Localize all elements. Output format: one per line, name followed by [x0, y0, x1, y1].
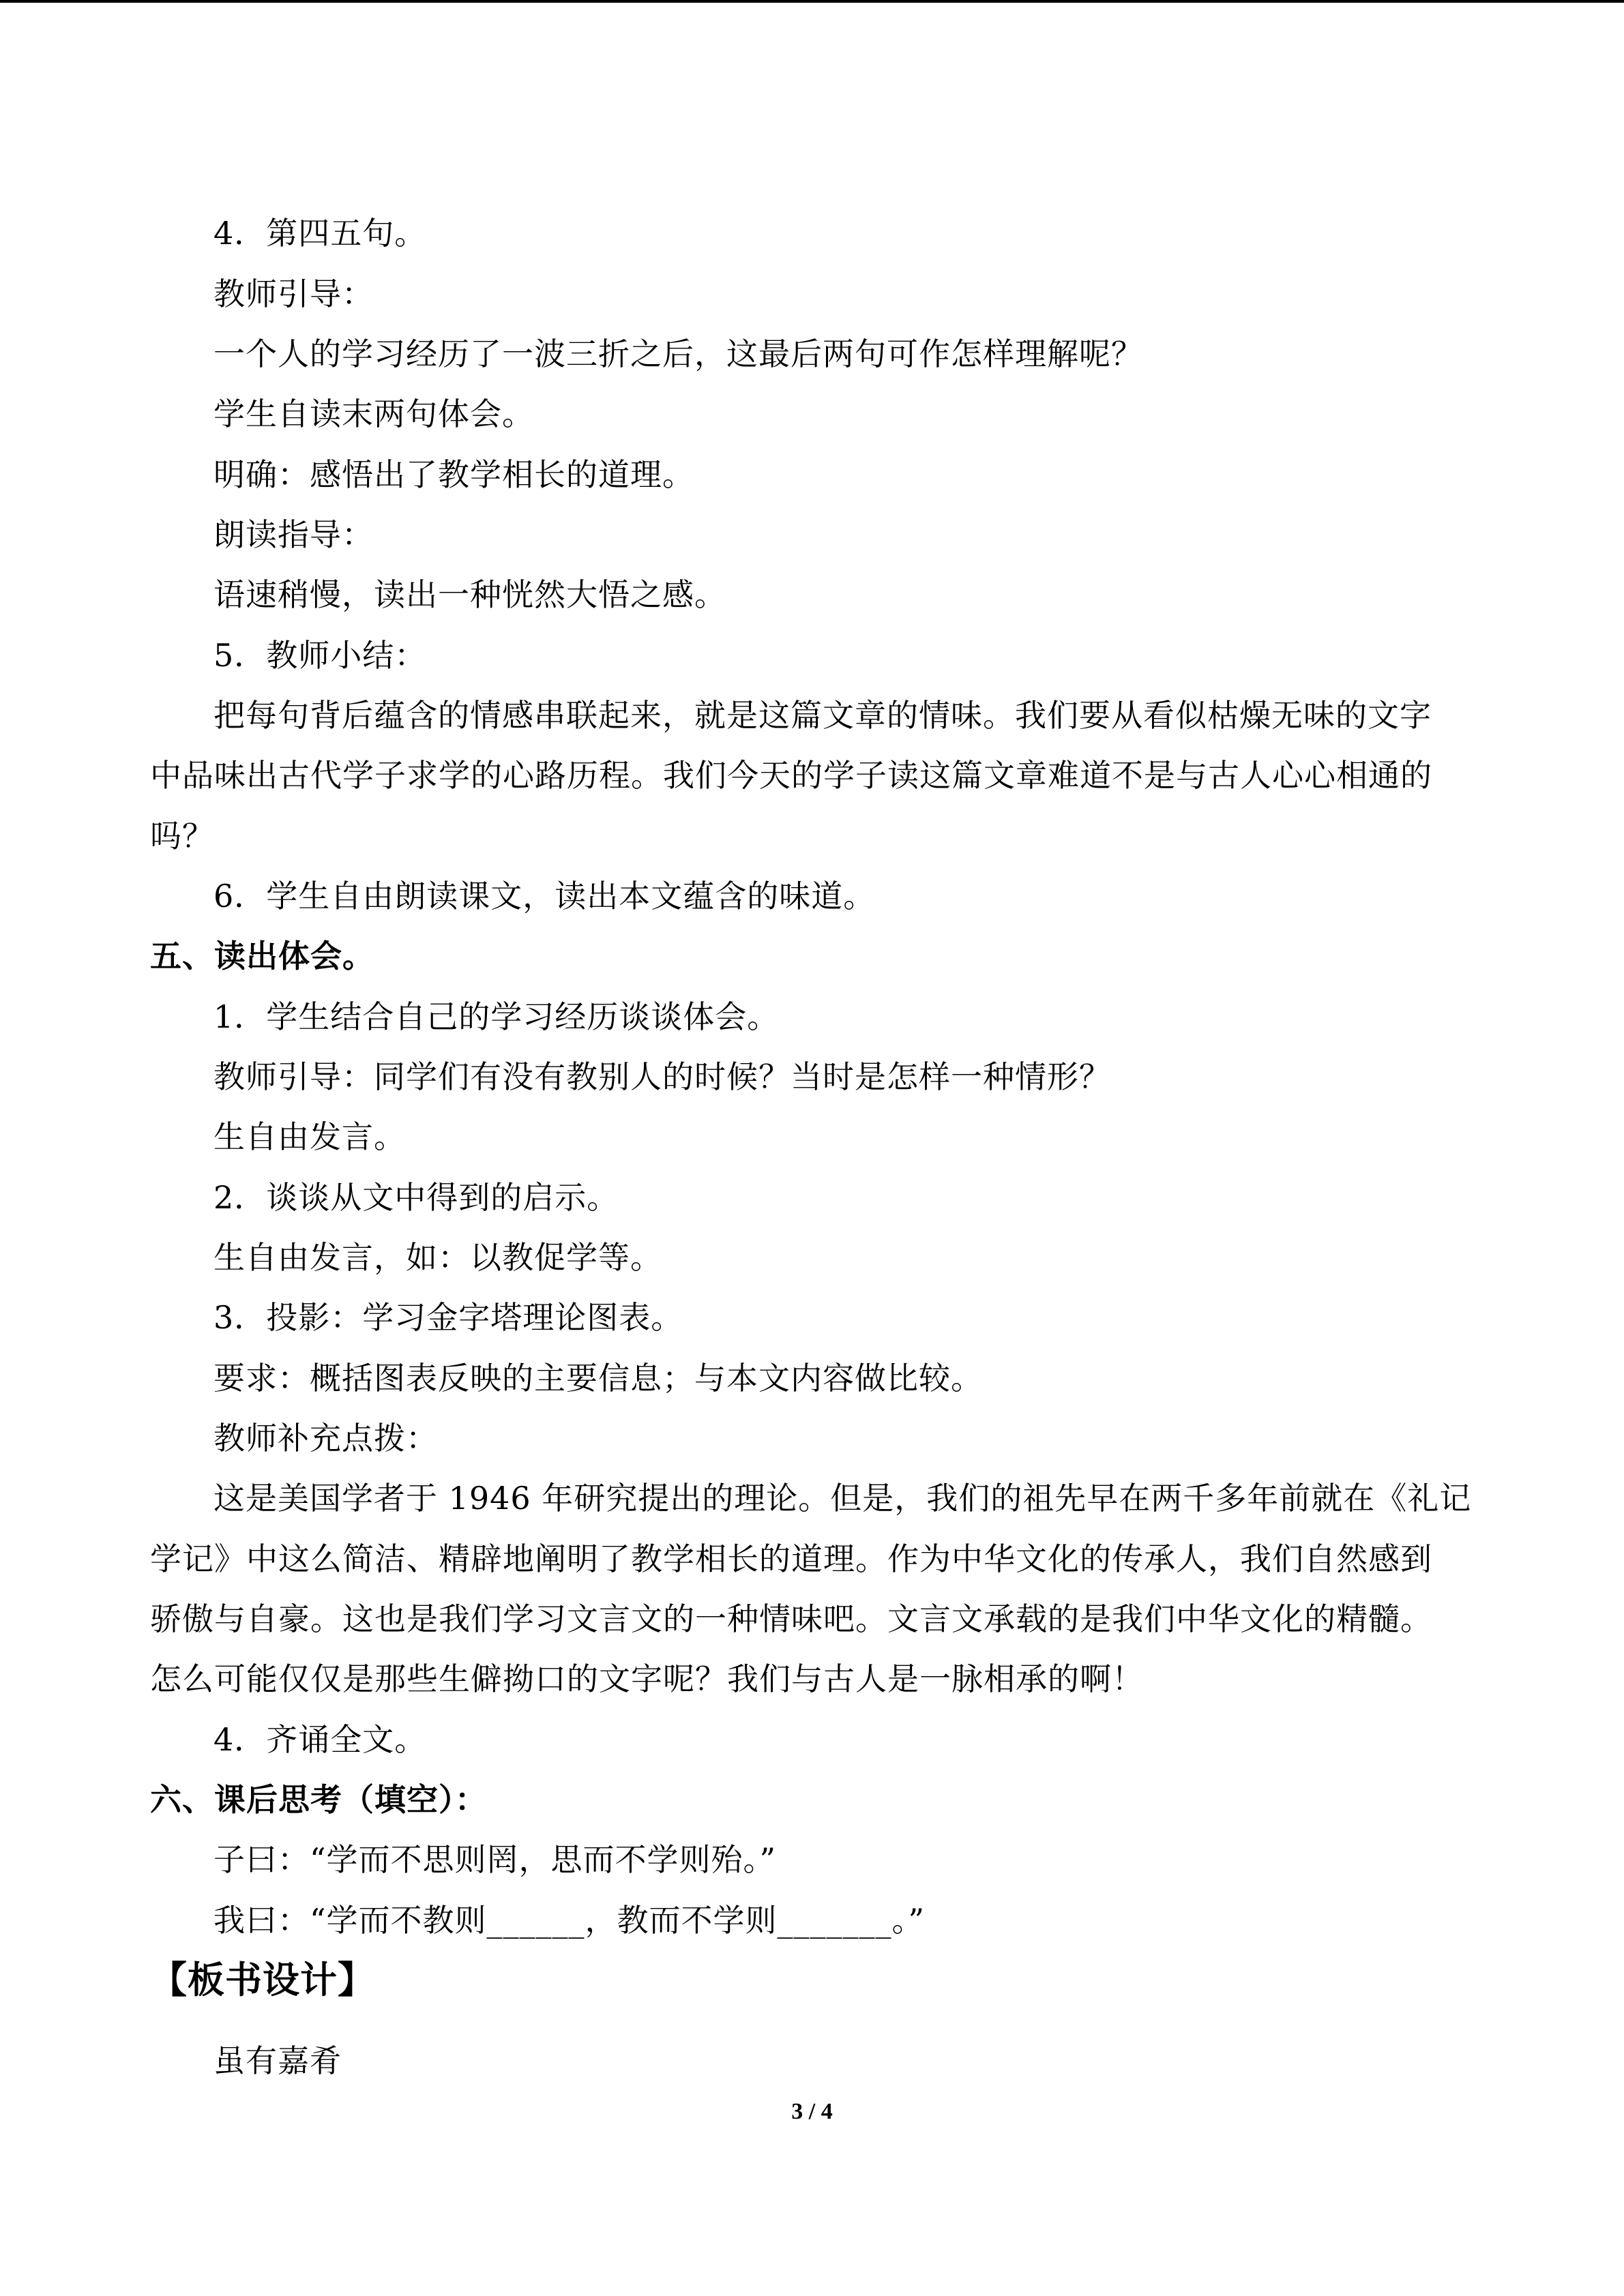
paragraph-line: 4．齐诵全文。 [213, 1721, 427, 1758]
paragraph-line: 吗？ [150, 818, 214, 854]
paragraph-line: 骄傲与自豪。这也是我们学习文言文的一种情味吧。文言文承载的是我们中华文化的精髓。 [150, 1600, 1432, 1637]
section-heading-6: 六、课后思考（填空）： [150, 1781, 487, 1818]
paragraph-line: 虽有嘉肴 [213, 2042, 342, 2079]
paragraph-line: 把每句背后蕴含的情感串联起来，就是这篇文章的情味。我们要从看似枯燥无味的文字 [213, 697, 1432, 734]
paragraph-line: 一个人的学习经历了一波三折之后，这最后两句可作怎样理解呢？ [213, 336, 1143, 372]
paragraph-line: 这是美国学者于 1946 年研究提出的理论。但是，我们的祖先早在两千多年前就在《礼记 [213, 1480, 1472, 1517]
paragraph-line: 要求：概括图表反映的主要信息；与本文内容做比较。 [213, 1360, 983, 1397]
paragraph-line: 教师补充点拨： [213, 1420, 438, 1457]
paragraph-line: 5．教师小结： [213, 637, 427, 674]
paragraph-line: 生自由发言，如：以教促学等。 [213, 1239, 662, 1276]
section-heading-5: 五、读出体会。 [150, 938, 374, 974]
fill-in-blank-line: 我曰：“学而不教则______，教而不学则_______。” [213, 1902, 926, 1939]
paragraph-line: 3．投影：学习金字塔理论图表。 [213, 1299, 683, 1336]
page-number: 3 / 4 [791, 2099, 833, 2124]
paragraph-line: 2．谈谈从文中得到的启示。 [213, 1179, 619, 1216]
paragraph-line: 1．学生结合自己的学习经历谈谈体会。 [213, 998, 780, 1035]
paragraph-line: 教师引导：同学们有没有教别人的时候？当时是怎样一种情形？ [213, 1058, 1111, 1095]
paragraph-line: 怎么可能仅仅是那些生僻拗口的文字呢？我们与古人是一脉相承的啊！ [150, 1660, 1144, 1697]
top-border [0, 0, 1624, 3]
paragraph-line: 子曰：“学而不思则罔，思而不学则殆。” [213, 1841, 777, 1878]
paragraph-line: 语速稍慢，读出一种恍然大悟之感。 [213, 576, 726, 613]
paragraph-line: 4．第四五句。 [213, 215, 427, 252]
paragraph-line: 6．学生自由朗读课文，读出本文蕴含的味道。 [213, 878, 876, 914]
paragraph-line: 明确：感悟出了教学相长的道理。 [213, 456, 694, 493]
paragraph-line: 教师引导： [213, 275, 374, 312]
board-design-heading: 【板书设计】 [150, 1958, 375, 2001]
paragraph-line: 朗读指导： [213, 516, 374, 553]
paragraph-line: 学生自读末两句体会。 [213, 396, 534, 432]
paragraph-line: 学记》中这么简洁、精辟地阐明了教学相长的道理。作为中华文化的传承人，我们自然感到 [150, 1540, 1432, 1577]
paragraph-line: 中品味出古代学子求学的心路历程。我们今天的学子读这篇文章难道不是与古人心心相通的 [150, 757, 1432, 794]
paragraph-line: 生自由发言。 [213, 1118, 406, 1155]
